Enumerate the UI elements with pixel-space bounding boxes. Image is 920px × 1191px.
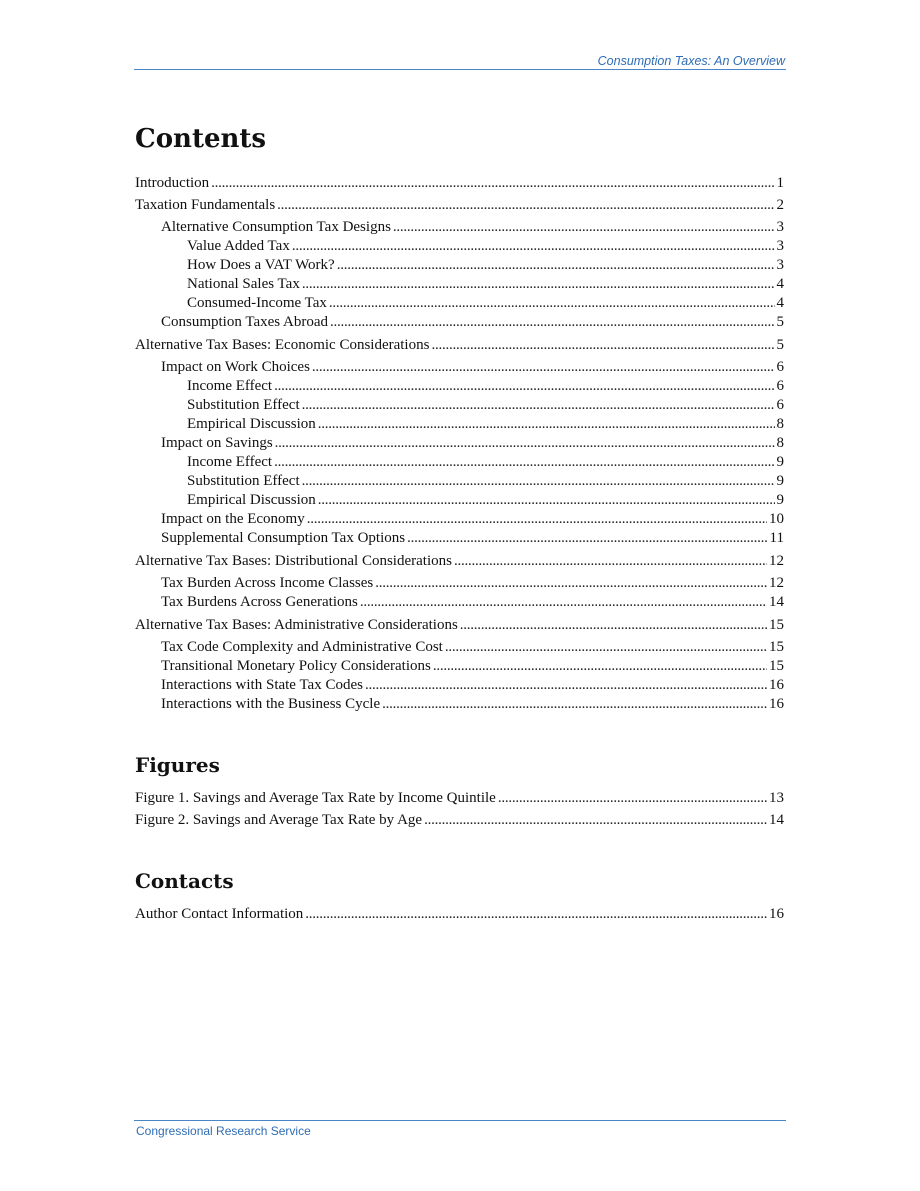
running-title: Consumption Taxes: An Overview	[597, 54, 785, 68]
toc-entry-consumption-taxes-abroad[interactable]: Consumption Taxes Abroad . . . 5	[135, 313, 784, 332]
figure-entry-2[interactable]: Figure 2. Savings and Average Tax Rate by Age . . . 14	[135, 811, 784, 830]
toc-entry-supplemental-consumption-tax-options[interactable]: Supplemental Consumption Tax Options . . . 11	[135, 529, 784, 548]
toc-entry-consumed-income-tax[interactable]: Consumed-Income Tax . . . 4	[135, 294, 784, 313]
toc-entry-transitional-monetary-policy[interactable]: Transitional Monetary Policy Considerations . . . 15	[135, 657, 784, 676]
contacts-heading: Contacts	[135, 869, 234, 893]
toc-entry-economic-considerations[interactable]: Alternative Tax Bases: Economic Considerations . . . 5	[135, 336, 784, 355]
contact-entry-author[interactable]: Author Contact Information . . . 16	[135, 905, 784, 924]
toc-entry-impact-on-savings[interactable]: Impact on Savings . . . 8	[135, 434, 784, 453]
figures-heading: Figures	[135, 753, 220, 777]
toc-entry-interactions-with-business-cycle[interactable]: Interactions with the Business Cycle . . . 16	[135, 695, 784, 714]
toc-entry-tax-burden-across-income-classes[interactable]: Tax Burden Across Income Classes . . . 12	[135, 574, 784, 593]
toc-entry-substitution-effect-savings[interactable]: Substitution Effect . . . 9	[135, 472, 784, 491]
toc-entry-taxation-fundamentals[interactable]: Taxation Fundamentals . . . 2	[135, 196, 784, 215]
page-header	[134, 52, 786, 70]
toc-entry-income-effect-savings[interactable]: Income Effect . . . 9	[135, 453, 784, 472]
toc-entry-administrative-considerations[interactable]: Alternative Tax Bases: Administrative Considerations . . . 15	[135, 616, 784, 635]
footer-organization: Congressional Research Service	[136, 1124, 311, 1138]
toc-entry-tax-code-complexity[interactable]: Tax Code Complexity and Administrative Cost . . . 15	[135, 638, 784, 657]
figure-entry-1[interactable]: Figure 1. Savings and Average Tax Rate by Income Quintile . . . 13	[135, 789, 784, 808]
toc-entry-substitution-effect[interactable]: Substitution Effect . . . 6	[135, 396, 784, 415]
toc-entry-income-effect[interactable]: Income Effect . . . 6	[135, 377, 784, 396]
toc-entry-distributional-considerations[interactable]: Alternative Tax Bases: Distributional Considerations . . . 12	[135, 552, 784, 571]
contents-heading: Contents	[135, 124, 267, 154]
toc-entry-empirical-discussion[interactable]: Empirical Discussion . . . 8	[135, 415, 784, 434]
page-footer	[134, 1120, 786, 1138]
toc-entry-introduction[interactable]: Introduction . . . 1	[135, 174, 784, 193]
toc-entry-tax-burdens-across-generations[interactable]: Tax Burdens Across Generations . . . 14	[135, 593, 784, 612]
toc-entry-empirical-discussion-savings[interactable]: Empirical Discussion . . . 9	[135, 491, 784, 510]
toc-entry-alternative-consumption-tax-designs[interactable]: Alternative Consumption Tax Designs . . . 3	[135, 218, 784, 237]
toc-entry-impact-on-work-choices[interactable]: Impact on Work Choices . . . 6	[135, 358, 784, 377]
toc-entry-value-added-tax[interactable]: Value Added Tax . . . 3	[135, 237, 784, 256]
toc-entry-national-sales-tax[interactable]: National Sales Tax . . . 4	[135, 275, 784, 294]
toc-entry-how-does-a-vat-work[interactable]: How Does a VAT Work? . . . 3	[135, 256, 784, 275]
toc-entry-impact-on-the-economy[interactable]: Impact on the Economy . . . 10	[135, 510, 784, 529]
toc-entry-interactions-with-state-tax-codes[interactable]: Interactions with State Tax Codes . . . 16	[135, 676, 784, 695]
